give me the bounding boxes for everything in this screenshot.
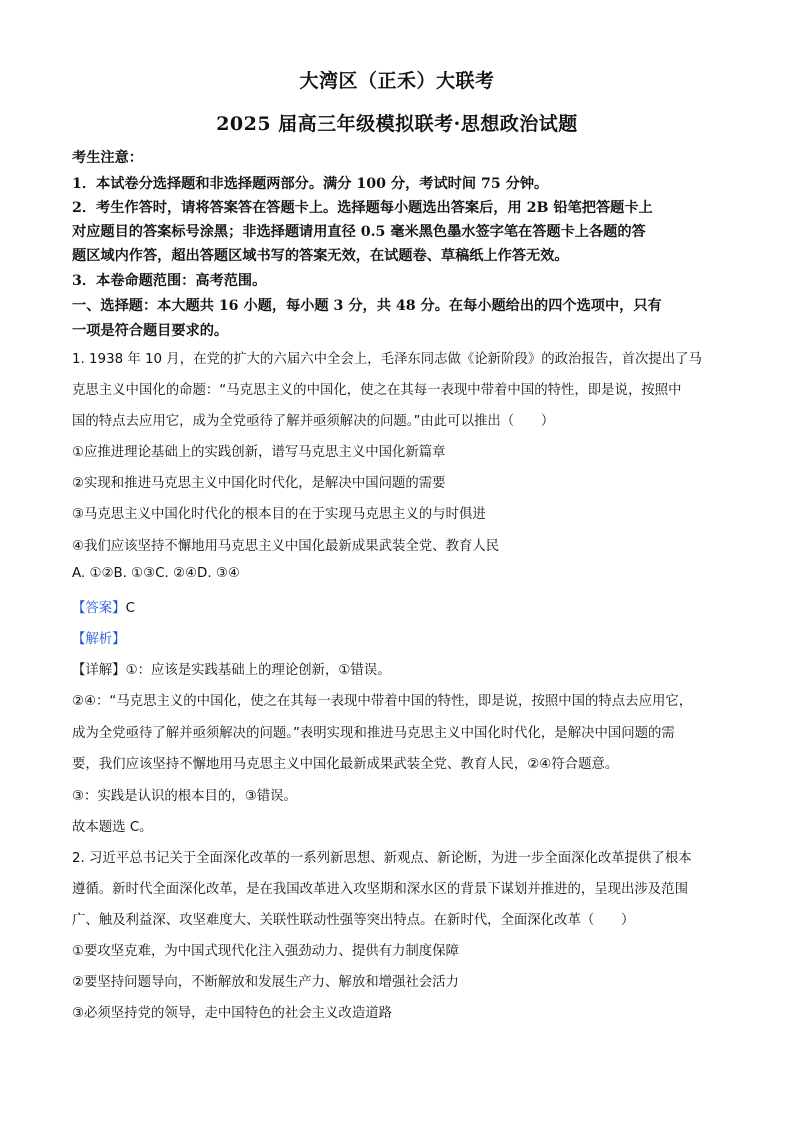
section-heading-line-2: 一项是符合题目要求的。 <box>72 323 229 339</box>
exam-title: 大湾区（正禾）大联考 <box>299 70 495 92</box>
q1-option-4: ④我们应该坚持不懈地用马克思主义中国化最新成果武装全党、教育人民 <box>72 539 500 554</box>
analysis-tag: 【解析】 <box>72 632 126 647</box>
q1-answer <box>72 597 135 616</box>
detail-text-1: ①：应该是实践基础上的理论创新，①错误。 <box>125 663 391 678</box>
q1-stem-line-3: 国的特点去应用它，成为全党亟待了解并亟须解决的问题。”由此可以推出（ ） <box>72 414 555 429</box>
q2-stem-line-3: 广、触及利益深、攻坚难度大、关联性联动性强等突出特点。在新时代，全面深化改革（ ） <box>72 913 635 928</box>
q1-option-1: ①应推进理论基础上的实践创新，谱写马克思主义中国化新篇章 <box>72 445 446 460</box>
notice-item-1: 1．本试卷分选择题和非选择题两部分。满分 100 分，考试时间 75 分钟。 <box>72 176 549 192</box>
q1-detail-2-line-3: 要，我们应该坚持不懈地用马克思主义中国化最新成果武装全党、教育人民，②④符合题意。 <box>72 757 619 772</box>
detail-tag: 【详解】 <box>72 663 126 678</box>
q1-detail-3: ③：实践是认识的根本目的，③错误。 <box>72 789 297 804</box>
q1-detail-1 <box>72 659 391 678</box>
notice-heading: 考生注意： <box>72 150 143 166</box>
q1-stem-line-1: 1. 1938 年 10 月，在党的扩大的六届六中全会上，毛泽东同志做《论新阶段》的政治报告，首次提出了马 <box>72 352 702 367</box>
q1-stem-line-2: 克思主义中国化的命题：“马克思主义的中国化，使之在其每一表现中带着中国的特性，即是说，按照中 <box>72 383 682 398</box>
q2-option-1: ①要攻坚克难，为中国式现代化注入强劲动力、提供有力制度保障 <box>72 944 459 959</box>
q1-detail-2-line-2: 成为全党亟待了解并亟须解决的问题。”表明实现和推进马克思主义中国化时代化，是解决中国问题的需 <box>72 726 675 741</box>
notice-item-2-line-2: 对应题目的答案标号涂黑；非选择题请用直径 0.5 毫米黑色墨水签字笔在答题卡上各题的答 <box>72 224 646 240</box>
answer-tag: 【答案】 <box>72 601 126 616</box>
q2-stem-line-1: 2. 习近平总书记关于全面深化改革的一系列新思想、新观点、新论断，为进一步全面深化改革提供了根本 <box>72 851 692 866</box>
exam-subtitle: 2025 届高三年级模拟联考·思想政治试题 <box>216 113 578 135</box>
notice-item-3: 3．本卷命题范围：高考范围。 <box>72 273 267 289</box>
section-heading-line-1: 一、选择题：本大题共 16 小题，每小题 3 分，共 48 分。在每小题给出的四个选项中，只有 <box>72 298 662 314</box>
q2-option-3: ③必须坚持党的领导，走中国特色的社会主义改造道路 <box>72 1006 392 1021</box>
notice-item-2-line-1: 2．考生作答时，请将答案答在答题卡上。选择题每小题选出答案后，用 2B 铅笔把答题卡上 <box>72 200 653 216</box>
notice-item-2-line-3: 题区域内作答，超出答题区域书写的答案无效，在试题卷、草稿纸上作答无效。 <box>72 248 569 264</box>
q2-option-2: ②要坚持问题导向，不断解放和发展生产力、解放和增强社会活力 <box>72 975 459 990</box>
q2-stem-line-2: 遵循。新时代全面深化改革，是在我国改革进入攻坚期和深水区的背景下谋划并推进的，呈现出涉及范围 <box>72 882 688 897</box>
q1-choices: A. ①②B. ①③C. ②④D. ③④ <box>72 566 240 581</box>
answer-value: C <box>125 601 135 616</box>
q1-option-3: ③马克思主义中国化时代化的根本目的在于实现马克思主义的与时俱进 <box>72 507 486 522</box>
q1-conclusion: 故本题选 C。 <box>72 820 153 835</box>
q1-option-2: ②实现和推进马克思主义中国化时代化，是解决中国问题的需要 <box>72 476 446 491</box>
q1-detail-2-line-1: ②④：“马克思主义的中国化，使之在其每一表现中带着中国的特性，即是说，按照中国的特点去应用它， <box>72 694 693 709</box>
